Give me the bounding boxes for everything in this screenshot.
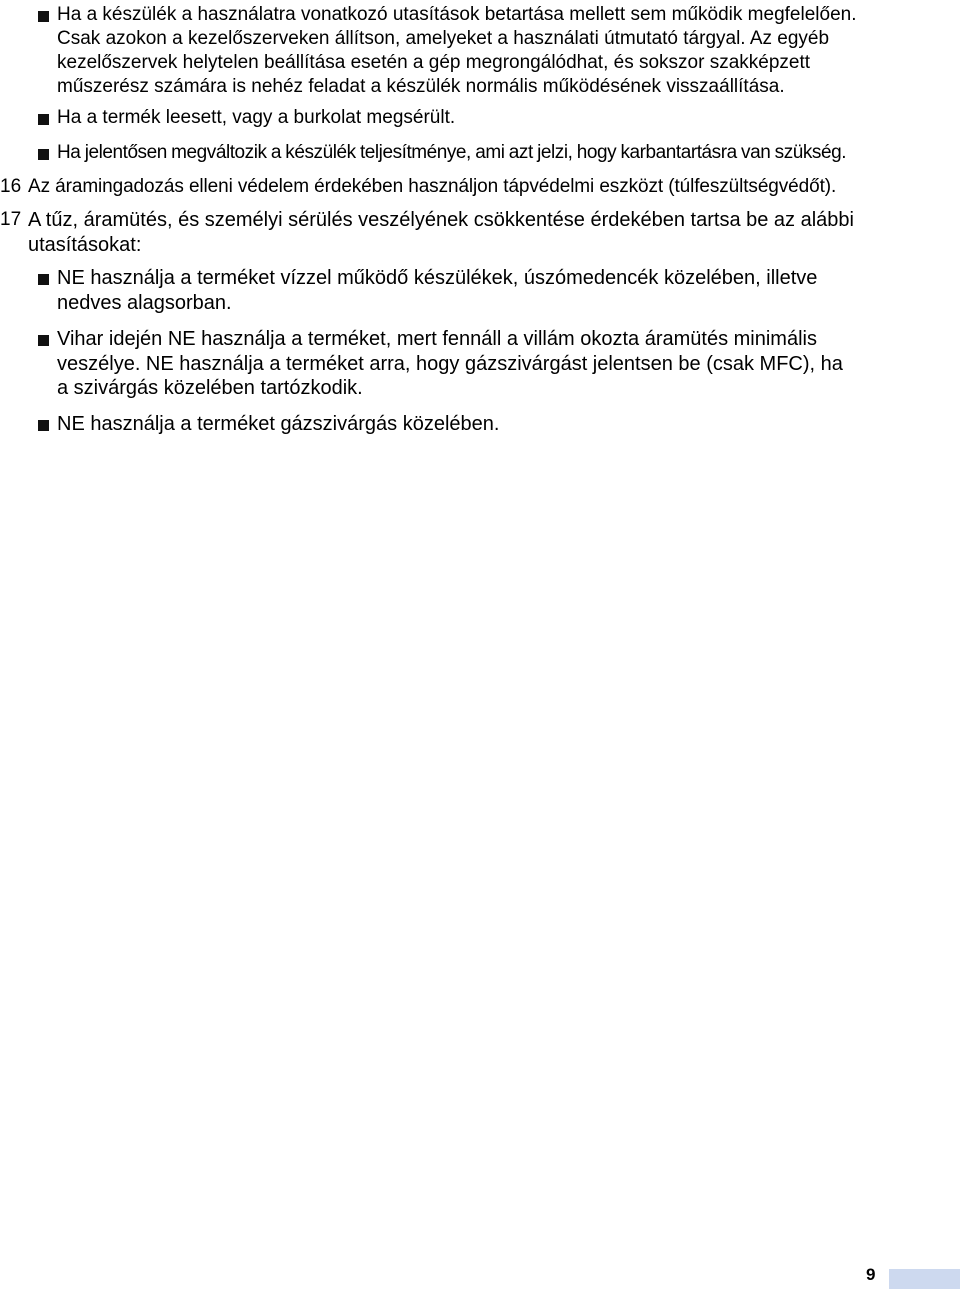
square-bullet-icon (38, 114, 49, 125)
square-bullet-icon (38, 335, 49, 346)
square-bullet-icon (38, 149, 49, 160)
item-number: 17 (0, 209, 22, 230)
bullet-text-4: NE használja a terméket vízzel működő készülékek, úszómedencék közelében, illetve nedves alagsorban. (57, 267, 818, 314)
bullet-text-3: Ha jelentősen megváltozik a készülék teljesítménye, ami azt jelzi, hogy karbantartásra van szükség. (57, 142, 847, 163)
page-tab-bar (889, 1269, 960, 1289)
square-bullet-icon (38, 11, 49, 22)
square-bullet-icon (38, 274, 49, 285)
item-text: A tűz, áramütés, és személyi sérülés veszélyének csökkentése érdekében tartsa be az alábbi utasításokat: (28, 209, 854, 256)
item-number: 16 (0, 176, 22, 197)
bullet-text-5: Vihar idején NE használja a terméket, mert fennáll a villám okozta áramütés minimális veszélye. NE használja a terméket arra, hogy gázszivárgást jelentsen be (csak MFC), ha a szivárgás közelében tartózkodik. (57, 328, 843, 399)
bullet-text-1: Ha a készülék a használatra vonatkozó utasítások betartása mellett sem működik megfelelően. Csak azokon a kezelőszerveken állítson, amelyeket a használati útmutató tárgyal. Az egyéb kezelőszervek helytelen beállítása esetén a gép megrongálódhat, és sokszor szakképzett műszerész számára is nehéz feladat a készülék normális működésének visszaállítása. (57, 4, 857, 97)
page-number: 9 (866, 1265, 876, 1284)
bullet-text-2: Ha a termék leesett, vagy a burkolat megsérült. (57, 107, 456, 128)
item-text: Az áramingadozás elleni védelem érdekében használjon tápvédelmi eszközt (túlfeszültségvédőt). (28, 176, 837, 197)
square-bullet-icon (38, 420, 49, 431)
bullet-text-6: NE használja a terméket gázszivárgás közelében. (57, 413, 500, 435)
